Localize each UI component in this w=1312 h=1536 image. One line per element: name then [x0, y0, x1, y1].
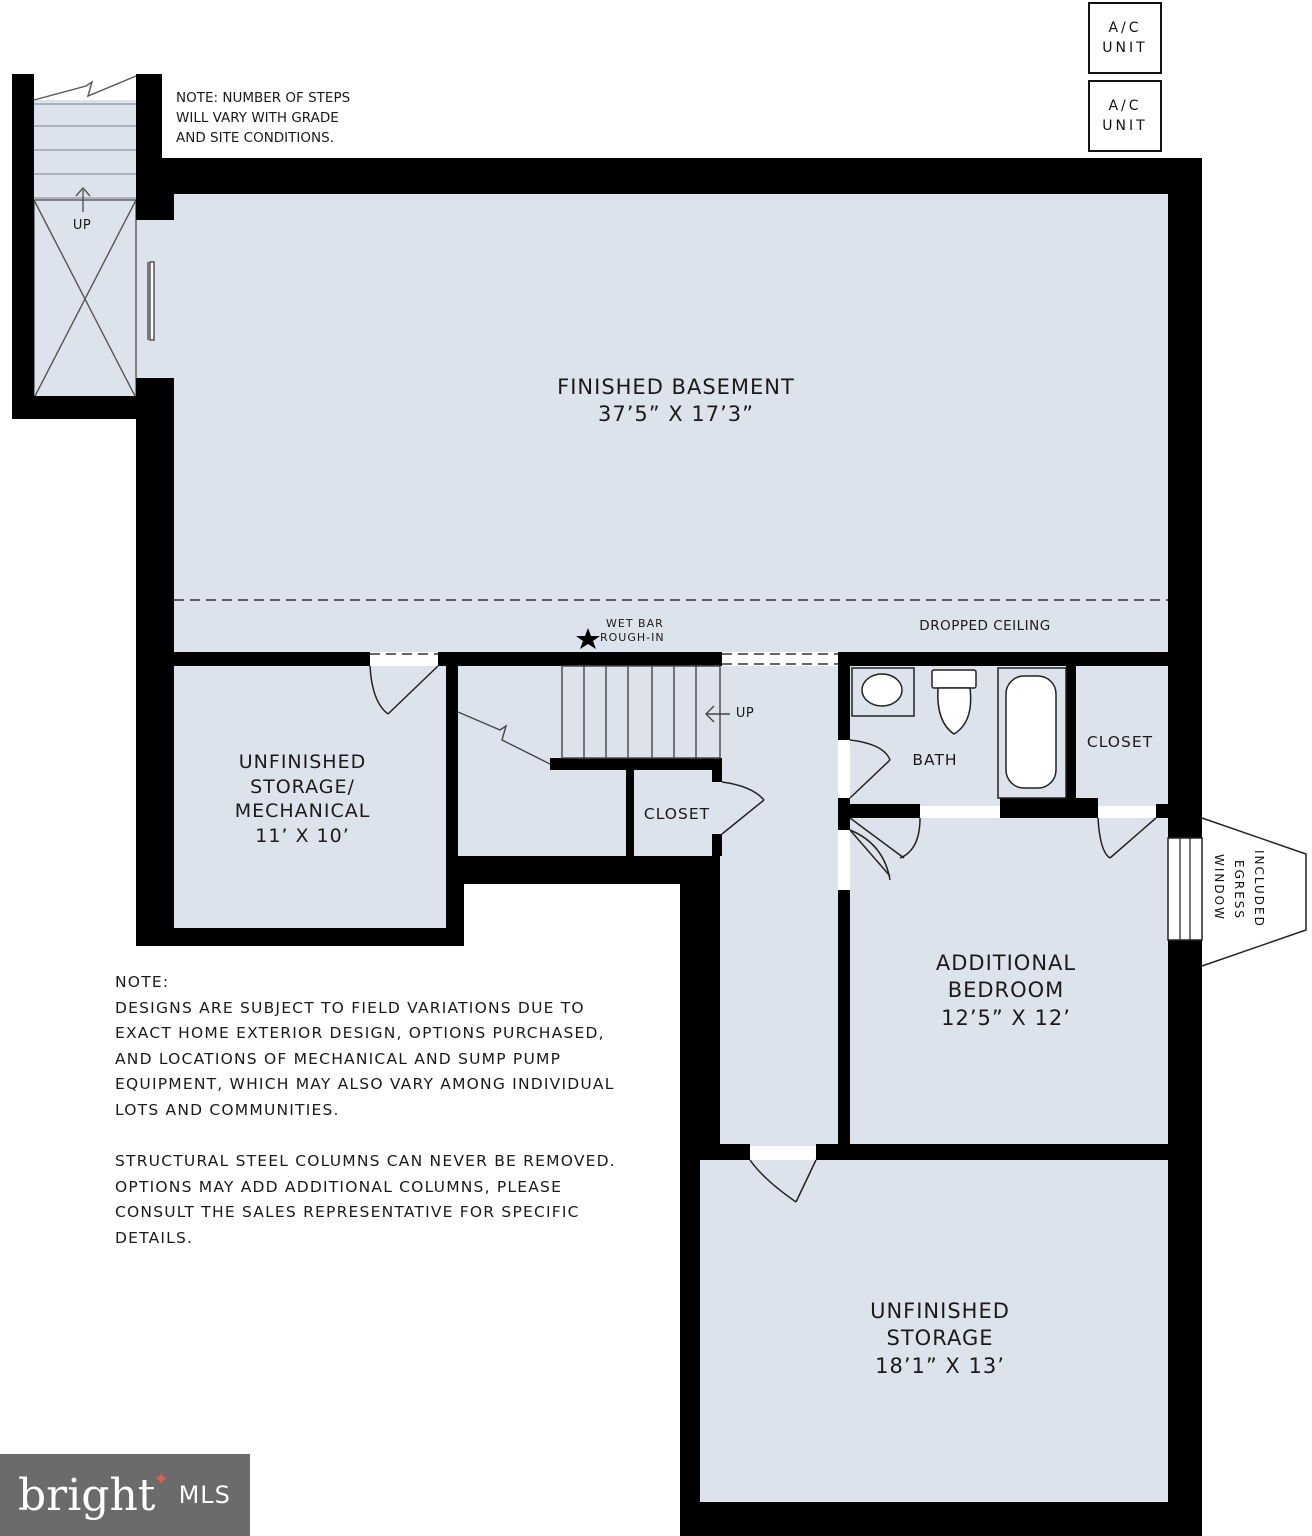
bright-mls-logo	[0, 1454, 250, 1536]
note-line: CONSULT THE SALES REPRESENTATIVE FOR SPECIFIC	[115, 1203, 580, 1222]
label-bath	[900, 750, 970, 770]
up-text: UP	[735, 706, 755, 721]
note-line: NOTE:	[115, 973, 170, 991]
steps-note	[176, 88, 350, 148]
room-name-line: UNFINISHED	[870, 1299, 1010, 1323]
room-name-line: UNFINISHED	[238, 751, 367, 773]
note-line	[115, 1124, 616, 1150]
room-name-line: ADDITIONAL	[935, 951, 1077, 975]
note-line: EXACT HOME EXTERIOR DESIGN, OPTIONS PURCHASED,	[115, 1024, 605, 1043]
logo-wordmark: bright	[18, 1469, 156, 1521]
ac-unit-top-line2: UNIT	[1102, 40, 1148, 56]
label-up-center	[732, 706, 758, 723]
bath-text: BATH	[912, 751, 958, 769]
label-dropped-ceiling	[900, 618, 1070, 636]
room-name-line: BEDROOM	[947, 978, 1065, 1003]
room-size: 11’ X 10’	[255, 825, 350, 848]
note-line: EQUIPMENT, WHICH MAY ALSO VARY AMONG INDIVIDUAL	[115, 1075, 615, 1094]
toilet-tank	[932, 670, 976, 688]
bathtub-basin	[1006, 676, 1056, 788]
note-line: OPTIONS MAY ADD ADDITIONAL COLUMNS, PLEASE	[115, 1177, 563, 1196]
room-name: FINISHED BASEMENT	[557, 375, 795, 399]
label-up-left	[66, 218, 98, 235]
floor-stair-landing	[138, 220, 178, 378]
ac-unit-bottom-line1: A/C	[1108, 98, 1142, 114]
steps-note-line: WILL VARY WITH GRADE	[176, 110, 339, 126]
room-name-line: STORAGE/	[250, 775, 355, 798]
note-line: DETAILS.	[115, 1228, 194, 1247]
label-bedroom	[880, 950, 1132, 1032]
floor-hall	[720, 666, 838, 1146]
sink	[862, 674, 902, 706]
egress-line2: EGRESS	[1232, 860, 1246, 921]
note-line: STRUCTURAL STEEL COLUMNS CAN NEVER BE REMOVED.	[115, 1152, 616, 1171]
logo-spark-icon: ✦	[153, 1468, 169, 1490]
label-storage	[814, 1298, 1066, 1380]
room-size: 12’5” X 12’	[941, 1005, 1071, 1030]
ac-unit-top-line1: A/C	[1108, 20, 1142, 36]
label-closet-center	[636, 804, 718, 824]
label-egress-window	[1208, 850, 1272, 934]
egress-line3: WINDOW	[1212, 854, 1226, 921]
room-name-line: MECHANICAL	[234, 800, 371, 823]
note-line: DESIGNS ARE SUBJECT TO FIELD VARIATIONS DUE TO	[115, 998, 585, 1017]
steps-note-line: AND SITE CONDITIONS.	[176, 130, 334, 146]
wet-bar-line1: WET BAR	[606, 617, 664, 630]
floor-exterior-stair	[34, 100, 138, 398]
note-line: AND LOCATIONS OF MECHANICAL AND SUMP PUMP	[115, 1049, 562, 1068]
label-storage-mech	[200, 750, 405, 849]
label-finished-basement	[476, 374, 876, 429]
egress-line1: INCLUDED	[1252, 850, 1266, 928]
room-name-line: STORAGE	[886, 1326, 994, 1351]
ac-unit-bottom	[1088, 80, 1162, 152]
ac-unit-bottom-line2: UNIT	[1102, 118, 1148, 134]
up-text: UP	[72, 218, 92, 233]
design-note	[115, 970, 616, 1252]
label-wet-bar	[600, 617, 670, 646]
dropped-ceiling-text: DROPPED CEILING	[919, 618, 1051, 634]
logo-mls: MLS	[178, 1481, 231, 1509]
closet-text: CLOSET	[643, 805, 711, 823]
label-closet-right	[1078, 732, 1162, 752]
wet-bar-line2: ROUGH-IN	[600, 631, 665, 645]
closet-text: CLOSET	[1086, 733, 1154, 751]
room-size: 18’1” X 13’	[875, 1353, 1005, 1378]
note-line: LOTS AND COMMUNITIES.	[115, 1100, 340, 1119]
ac-unit-top	[1088, 2, 1162, 74]
steps-note-line: NOTE: NUMBER OF STEPS	[176, 90, 351, 106]
room-size: 37’5” X 17’3”	[597, 402, 754, 427]
